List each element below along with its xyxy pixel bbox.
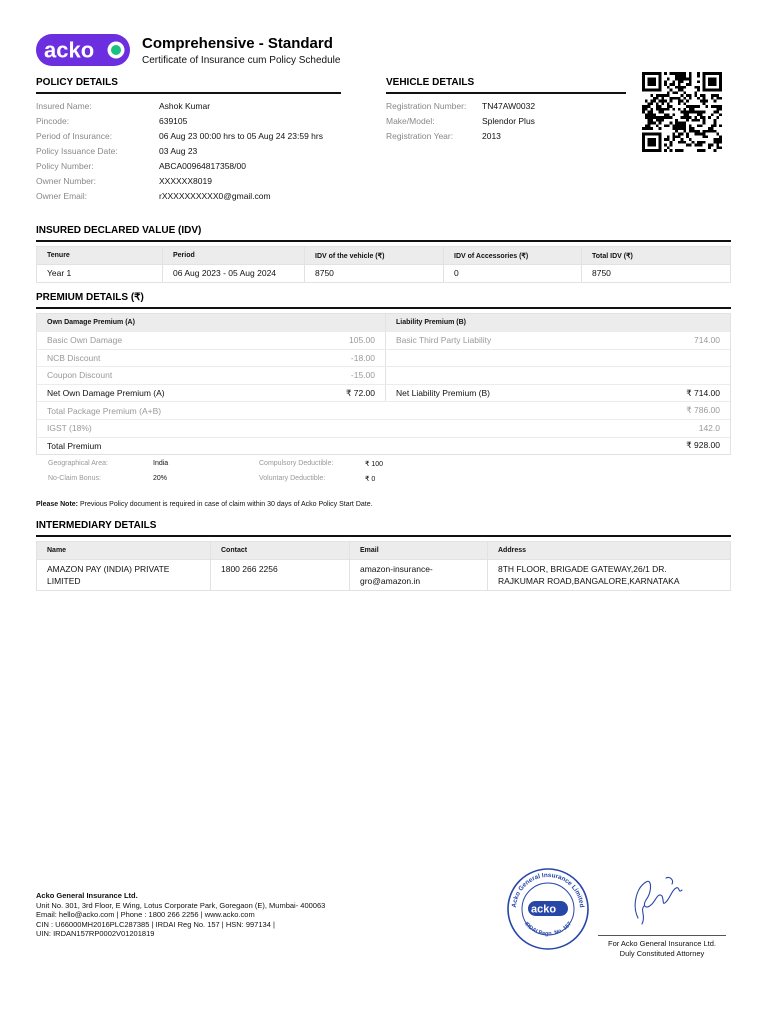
owner-email-label: Owner Email:	[36, 191, 88, 201]
table-header-row	[37, 247, 731, 265]
igst-label: IGST (18%)	[47, 423, 92, 434]
pincode-value: 639105	[159, 116, 188, 126]
premium-details-heading: PREMIUM DETAILS (₹)	[36, 292, 731, 309]
email-line: amazon-insurance-	[360, 564, 433, 574]
uin-line: UIN: IRDAN157RP0002V01201819	[36, 929, 155, 939]
geo-area-value: India	[153, 460, 169, 467]
third-party-label: Basic Third Party Liability	[396, 335, 492, 346]
ncb-discount-label: NCB Discount	[47, 352, 101, 363]
signature-line	[598, 935, 726, 936]
premium-row	[37, 419, 730, 437]
owner-email-value: rXXXXXXXXXX0@gmail.com	[159, 191, 271, 201]
table-row	[37, 265, 731, 283]
column-header: Name	[37, 542, 211, 560]
net-own-damage-value: ₹ 72.00	[345, 387, 375, 398]
intermediary-contact-cell: 1800 266 2256	[211, 560, 350, 591]
column-header: Total IDV (₹)	[582, 247, 731, 265]
issuance-date-value: 03 Aug 23	[159, 146, 198, 156]
name-line: AMAZON PAY (INDIA) PRIVATE	[47, 564, 170, 574]
policy-number-value: ABCA00964817358/00	[159, 161, 246, 171]
note-text: Previous Policy document is required in case of claim within 30 days of Acko Policy Start Date.	[78, 501, 373, 508]
address-line: Unit No. 301, 3rd Floor, E Wing, Lotus Corporate Park, Goregaon (E), Mumbai- 400063	[36, 900, 326, 910]
column-header: Contact	[211, 542, 350, 560]
column-header: IDV of Accessories (₹)	[444, 247, 582, 265]
tenure-cell: Year 1	[37, 265, 163, 283]
logo-text: acko	[44, 37, 95, 63]
intermediary-table	[36, 541, 731, 591]
premium-header-row	[37, 314, 730, 331]
column-header: Email	[350, 542, 488, 560]
address-line: 8TH FLOOR, BRIGADE GATEWAY,26/1 DR.	[498, 564, 667, 574]
owner-number-label: Owner Number:	[36, 176, 96, 186]
column-header: IDV of the vehicle (₹)	[305, 247, 444, 265]
premium-row	[37, 437, 730, 455]
period-label: Period of Insurance:	[36, 131, 113, 141]
company-address-block	[36, 891, 325, 939]
make-model-value: Splendor Plus	[482, 116, 535, 126]
idv-table	[36, 246, 731, 283]
idv-heading: INSURED DECLARED VALUE (IDV)	[36, 225, 731, 242]
column-header: Period	[163, 247, 305, 265]
intermediary-email-cell	[350, 560, 488, 591]
company-name: Acko General Insurance Ltd.	[36, 891, 138, 900]
registration-year-value: 2013	[482, 131, 501, 141]
voluntary-deductible-label: Voluntary Deductible:	[259, 475, 326, 482]
table-row	[37, 560, 731, 591]
voluntary-deductible-value: ₹ 0	[365, 476, 376, 483]
total-idv-cell: 8750	[582, 265, 731, 283]
intermediary-address-cell	[488, 560, 731, 591]
coupon-discount-label: Coupon Discount	[47, 370, 113, 381]
insured-name-value: Ashok Kumar	[159, 101, 211, 111]
intermediary-heading: INTERMEDIARY DETAILS	[36, 520, 731, 537]
basic-own-damage-label: Basic Own Damage	[47, 335, 123, 346]
policy-details-heading: POLICY DETAILS	[36, 77, 341, 94]
document-header	[36, 34, 736, 70]
please-note	[36, 501, 373, 508]
own-damage-heading: Own Damage Premium (A)	[47, 319, 135, 326]
net-own-damage-label: Net Own Damage Premium (A)	[47, 388, 165, 399]
igst-value: 142.0	[698, 423, 720, 434]
table-header-row	[37, 542, 731, 560]
coupon-discount-value: -15.00	[350, 370, 375, 381]
note-label: Please Note:	[36, 501, 79, 508]
premium-row	[37, 331, 730, 349]
compulsory-deductible-label: Compulsory Deductible:	[259, 460, 334, 467]
ncb-discount-value: -18.00	[350, 352, 375, 363]
premium-row	[37, 384, 730, 402]
document-title: Comprehensive - Standard	[142, 35, 333, 52]
total-premium-value: ₹ 928.00	[686, 440, 720, 451]
compulsory-deductible-value: ₹ 100	[365, 461, 384, 468]
premium-row	[37, 366, 730, 384]
document-subtitle: Certificate of Insurance cum Policy Schedule	[142, 55, 341, 66]
make-model-label: Make/Model:	[386, 116, 435, 126]
issuance-date-label: Policy Issuance Date:	[36, 146, 118, 156]
premium-row	[37, 401, 730, 419]
insured-name-label: Insured Name:	[36, 101, 92, 111]
column-header: Address	[488, 542, 731, 560]
intermediary-name-cell	[37, 560, 211, 591]
acko-logo	[36, 34, 130, 66]
address-line: RAJKUMAR ROAD,BANGALORE,KARNATAKA	[498, 576, 680, 586]
package-premium-label: Total Package Premium (A+B)	[47, 405, 162, 416]
basic-own-damage-value: 105.00	[349, 335, 375, 346]
seal-bottom-text: IRDAI Regn. No. 157	[522, 921, 574, 938]
owner-number-value: XXXXXX8019	[159, 176, 212, 186]
signature	[622, 866, 692, 932]
registration-number-value: TN47AW0032	[482, 101, 536, 111]
vehicle-details-heading: VEHICLE DETAILS	[386, 77, 626, 94]
policy-number-label: Policy Number:	[36, 161, 94, 171]
name-line: LIMITED	[47, 576, 81, 586]
signatory-role: Duly Constituted Attorney	[619, 948, 705, 958]
idv-accessories-cell: 0	[444, 265, 582, 283]
net-liability-label: Net Liability Premium (B)	[396, 388, 490, 399]
package-premium-value: ₹ 786.00	[686, 405, 720, 416]
column-header: Tenure	[37, 247, 163, 265]
pincode-label: Pincode:	[36, 116, 70, 126]
no-claim-bonus-value: 20%	[153, 475, 168, 482]
contact-line: Email: hello@acko.com | Phone : 1800 266 2256 | www.acko.com	[36, 910, 255, 920]
liability-heading: Liability Premium (B)	[396, 319, 467, 326]
svg-text:IRDAI Regn. No. 157	[523, 921, 573, 937]
email-line: gro@amazon.in	[360, 576, 421, 586]
no-claim-bonus-label: No-Claim Bonus:	[48, 475, 101, 482]
period-value: 06 Aug 23 00:00 hrs to 05 Aug 24 23:59 hrs	[159, 131, 323, 141]
seal-top-text: Acko General Insurance Limited	[510, 871, 586, 909]
geo-area-label: Geographical Area:	[48, 460, 108, 467]
company-seal	[498, 866, 598, 952]
signatory-company: For Acko General Insurance Ltd.	[608, 939, 716, 948]
idv-vehicle-cell: 8750	[305, 265, 444, 283]
qr-code	[638, 72, 726, 152]
registration-year-label: Registration Year:	[386, 131, 454, 141]
net-liability-value: ₹ 714.00	[686, 387, 720, 398]
premium-table	[36, 313, 731, 455]
cin-line: CIN : U66000MH2016PLC287385 | IRDAI Reg No. 157 | HSN: 997134 |	[36, 919, 275, 929]
premium-row	[37, 349, 730, 367]
third-party-value: 714.00	[694, 335, 720, 346]
signature-caption	[598, 939, 726, 958]
registration-number-label: Registration Number:	[386, 101, 467, 111]
period-cell: 06 Aug 2023 - 05 Aug 2024	[163, 265, 305, 283]
total-premium-label: Total Premium	[47, 440, 102, 451]
seal-logo-text: acko	[531, 903, 557, 916]
